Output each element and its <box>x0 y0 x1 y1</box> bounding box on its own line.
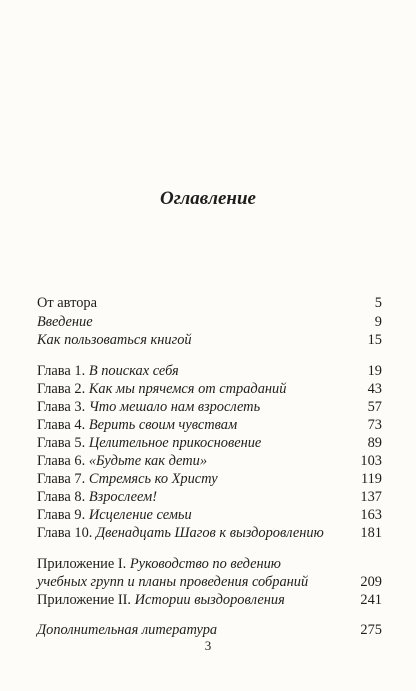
entry-page: 19 <box>367 363 382 379</box>
entry-title: Дополнительная литература <box>37 622 218 638</box>
chapter-prefix: Глава 2. <box>37 381 86 397</box>
toc-entry-chapter-10 <box>37 524 382 542</box>
toc-entry-chapter-4 <box>37 416 382 434</box>
toc-title: Оглавление <box>160 188 256 209</box>
chapter-title: Как мы прячемся от страданий <box>88 381 287 397</box>
chapter-title: Стремясь ко Христу <box>88 471 218 487</box>
page-number: 3 <box>204 638 212 653</box>
chapter-title: Что мешало нам взрослеть <box>88 399 261 415</box>
chapter-title: «Будьте как дети» <box>88 453 208 469</box>
toc-entry-chapter-6 <box>37 452 382 470</box>
chapter-prefix: Глава 5. <box>37 435 86 451</box>
entry-page: 15 <box>367 332 382 348</box>
entry-page: 119 <box>360 471 382 487</box>
toc-entry-chapter-1 <box>37 362 382 380</box>
chapter-prefix: Глава 3. <box>37 399 86 415</box>
entry-page: 43 <box>367 381 382 397</box>
entry-page: 137 <box>360 489 382 505</box>
toc-entry-author-note <box>37 294 382 312</box>
entry-title: От автора <box>37 295 97 311</box>
chapter-title: Взрослеем! <box>88 489 158 505</box>
entry-page: 241 <box>360 592 382 608</box>
toc-entry-how-to-use <box>37 331 382 349</box>
chapter-prefix: Глава 4. <box>37 417 86 433</box>
chapter-prefix: Глава 7. <box>37 471 86 487</box>
toc-entry-chapter-7 <box>37 470 382 488</box>
entry-page: 181 <box>360 525 382 541</box>
toc-entry-chapter-3 <box>37 398 382 416</box>
appendix-prefix: Приложение II. <box>37 592 132 608</box>
toc-entry-appendix-1-cont <box>37 573 382 591</box>
appendix-title: Истории выздоровления <box>134 592 285 608</box>
toc-entry-chapter-9 <box>37 506 382 524</box>
entry-page: 9 <box>374 314 382 330</box>
toc-entry-appendix-1 <box>37 555 382 573</box>
chapter-title: Целительное прикосновение <box>88 435 262 451</box>
entry-page: 89 <box>367 435 382 451</box>
toc-entry-chapter-5 <box>37 434 382 452</box>
chapter-title: В поисках себя <box>88 363 179 379</box>
entry-page: 163 <box>360 507 382 523</box>
chapter-prefix: Глава 9. <box>37 507 86 523</box>
entry-page: 103 <box>360 453 382 469</box>
chapter-prefix: Глава 6. <box>37 453 86 469</box>
chapter-prefix: Глава 1. <box>37 363 86 379</box>
chapter-title: Двенадцать Шагов к выздоровлению <box>96 525 324 541</box>
entry-page: 5 <box>374 295 382 311</box>
appendix-title-line2: учебных групп и планы проведения собраний <box>37 574 309 590</box>
entry-page: 57 <box>367 399 382 415</box>
toc-entry-chapter-2 <box>37 380 382 398</box>
toc-entry-further-reading <box>37 621 382 639</box>
chapter-title: Верить своим чувствам <box>88 417 238 433</box>
entry-title: Введение <box>37 314 93 330</box>
toc-entry-introduction <box>37 313 382 331</box>
appendix-title-line1: Руководство по ведению <box>129 556 281 572</box>
entry-title: Как пользоваться книгой <box>37 332 192 348</box>
appendix-prefix: Приложение I. <box>37 556 127 572</box>
toc-entry-chapter-8 <box>37 488 382 506</box>
entry-page: 209 <box>360 574 382 590</box>
entry-page: 275 <box>360 622 382 638</box>
toc-entry-appendix-2 <box>37 591 382 609</box>
chapter-prefix: Глава 10. <box>37 525 93 541</box>
chapter-title: Исцеление семьи <box>88 507 192 523</box>
chapter-prefix: Глава 8. <box>37 489 86 505</box>
entry-page: 73 <box>367 417 382 433</box>
